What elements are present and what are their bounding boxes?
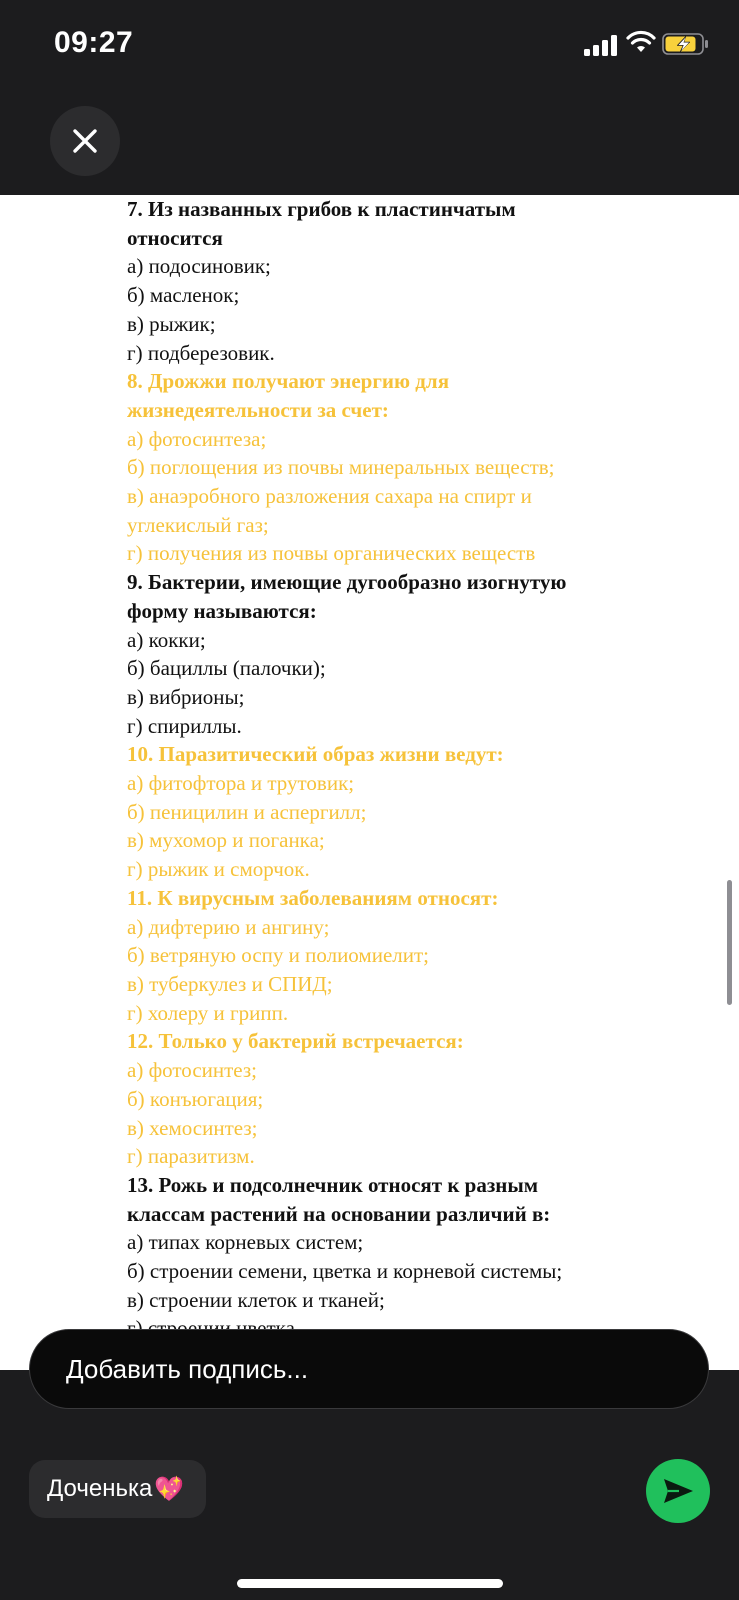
document-line: углекислый газ; (127, 512, 269, 537)
document-line: а) фитофтора и трутовик; (127, 771, 355, 796)
document-line: в) туберкулез и СПИД; (127, 971, 333, 996)
document-line: классам растений на основании различий в: (127, 1201, 551, 1226)
document-line: б) пеницилин и аспергилл; (127, 799, 367, 824)
scrollbar[interactable] (727, 880, 732, 1005)
document-line: относится (127, 225, 223, 250)
document-line: а) фотосинтез; (127, 1058, 257, 1083)
document-line: 7. Из названных грибов к пластинчатым (127, 197, 516, 221)
document-line: а) типах корневых систем; (127, 1230, 364, 1255)
document-line: 12. Только у бактерий встречается: (127, 1029, 464, 1054)
send-icon (661, 1476, 695, 1506)
document-line: г) холеру и грипп. (127, 1000, 289, 1025)
document-line: в) хемосинтез; (127, 1115, 258, 1140)
caption-field[interactable] (29, 1329, 709, 1409)
document-line: в) рыжик; (127, 311, 216, 336)
document-text (127, 195, 727, 1343)
send-button[interactable] (646, 1459, 710, 1523)
document-line: 8. Дрожжи получают энергию для (127, 369, 450, 394)
document-line: г) получения из почвы органических веществ (127, 541, 536, 566)
document-line: а) кокки; (127, 627, 206, 652)
document-line: г) паразитизм. (127, 1144, 255, 1169)
document-line: форму называются: (127, 598, 317, 623)
document-line: 11. К вирусным заболеваниям относят: (127, 885, 499, 910)
wifi-icon (626, 30, 656, 54)
document-line: б) бациллы (палочки); (127, 656, 326, 681)
recipient-name: Доченька (47, 1475, 153, 1502)
close-button[interactable] (50, 106, 120, 176)
document-line: г) подберезовик. (127, 340, 275, 365)
document-line: 9. Бактерии, имеющие дугообразно изогнутую (127, 570, 567, 595)
document-line: в) вибрионы; (127, 684, 245, 709)
document-line: б) масленок; (127, 283, 240, 308)
caption-input[interactable] (64, 1353, 674, 1386)
document-line: б) ветряную оспу и полиомиелит; (127, 943, 429, 968)
document-line: а) дифтерию и ангину; (127, 914, 330, 939)
document-line: б) конъюгация; (127, 1086, 264, 1111)
document-line: а) подосиновик; (127, 254, 271, 279)
battery-charging-icon (662, 32, 710, 56)
document-line: жизнедеятельности за счет: (127, 397, 389, 422)
status-time: 09:27 (54, 26, 134, 59)
status-bar (0, 0, 739, 95)
document-line: в) строении клеток и тканей; (127, 1287, 385, 1312)
document-line: в) анаэробного разложения сахара на спирт и (127, 484, 532, 509)
sparkling-heart-icon: 💖 (154, 1475, 185, 1503)
document-line: 13. Рожь и подсолнечник относят к разным (127, 1172, 539, 1197)
document-line: в) мухомор и поганка; (127, 828, 325, 853)
document-line: 10. Паразитический образ жизни ведут: (127, 742, 504, 767)
document-line: а) фотосинтеза; (127, 426, 267, 451)
signal-icon (584, 34, 620, 56)
document-line: б) строении семени, цветка и корневой системы; (127, 1259, 563, 1284)
document-line: б) поглощения из почвы минеральных веществ; (127, 455, 555, 480)
document-line: г) рыжик и сморчок. (127, 857, 310, 882)
document-line: г) спириллы. (127, 713, 242, 738)
document-image (0, 195, 739, 1370)
home-indicator (237, 1579, 503, 1588)
close-icon (70, 126, 100, 156)
recipient-chip[interactable] (29, 1460, 206, 1518)
